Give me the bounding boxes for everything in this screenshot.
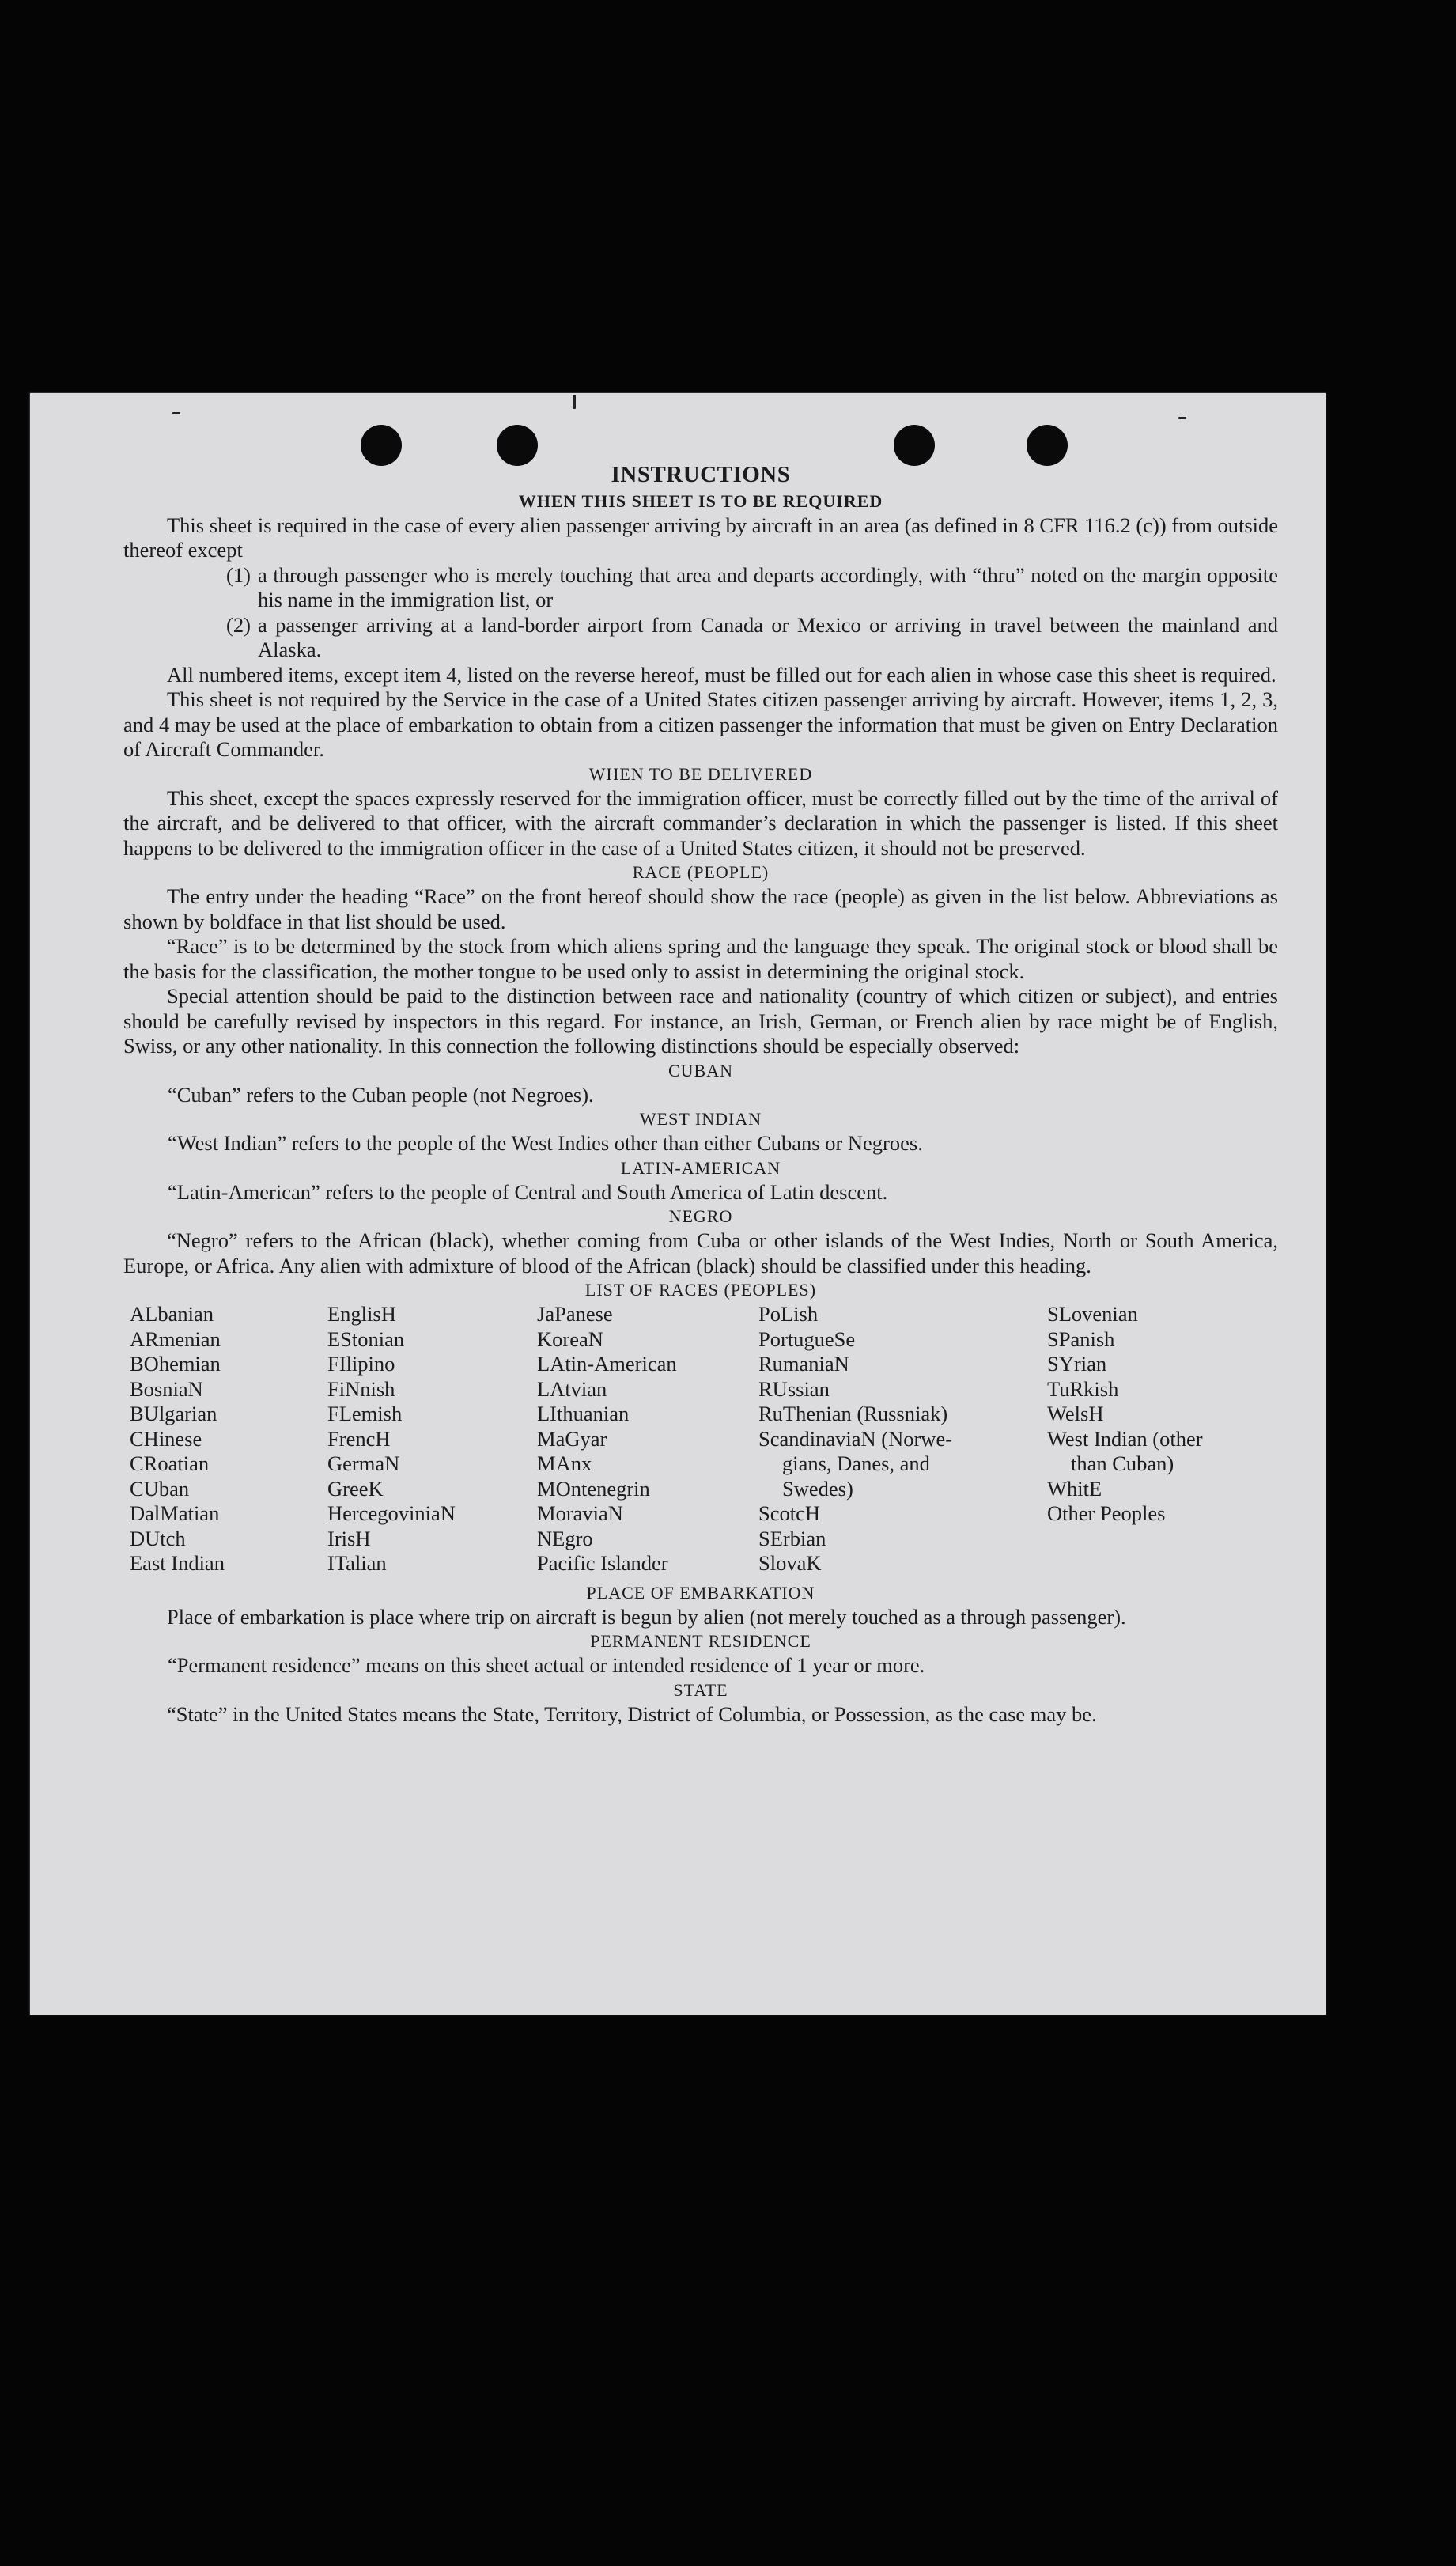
paragraph-negro: “Negro” refers to the African (black), whether coming from Cuba or other islands of the West Indies, North or South America, Europe, or Africa. Any alien with admixture of blood of the African (black) should be classified under this heading.: [123, 1228, 1278, 1277]
paragraph-delivery: This sheet, except the spaces expressly reserved for the immigration officer, must be correctly filled out by the time of the arrival of the aircraft, and be delivered to that officer, with the aircraft commander’s declaration in which the passenger is listed. If this sheet happens to be delivered to the immigration officer in the case of a United States citizen, it should not be preserved.: [123, 785, 1278, 860]
race-entry: CRoatian: [130, 1451, 210, 1475]
race-entry: LAtvian: [537, 1376, 607, 1401]
race-entry: GermaN: [327, 1451, 400, 1475]
race-entry: East Indian: [130, 1551, 225, 1575]
section-heading-when-delivered: WHEN TO BE DELIVERED: [588, 763, 813, 784]
section-heading-latin-american: LATIN-AMERICAN: [620, 1157, 781, 1178]
paragraph-latin-american: “Latin-American” refers to the people of Central and South America of Latin descent.: [168, 1179, 888, 1204]
race-entry: RumaniaN: [758, 1352, 849, 1376]
list-item-number: (1): [226, 562, 251, 587]
race-entry: CHinese: [130, 1426, 202, 1451]
section-heading-embarkation: PLACE OF EMBARKATION: [586, 1582, 815, 1603]
race-entry: Swedes): [782, 1476, 853, 1501]
race-entry: MaGyar: [537, 1426, 607, 1451]
race-entry: MAnx: [537, 1451, 592, 1475]
race-entry: FiNnish: [327, 1376, 395, 1401]
section-heading-when-required: WHEN THIS SHEET IS TO BE REQUIRED: [518, 490, 883, 511]
section-heading-race: RACE (PEOPLE): [632, 862, 770, 882]
race-entry: FLemish: [327, 1402, 403, 1425]
race-entry: ScotcH: [758, 1501, 821, 1525]
race-entry: GreeK: [327, 1476, 384, 1501]
race-entry: PortugueSe: [758, 1327, 856, 1351]
race-entry: CUban: [130, 1476, 190, 1501]
race-entry: LIthuanian: [537, 1402, 630, 1425]
race-entry: NEgro: [537, 1526, 593, 1550]
paragraph-citizen: This sheet is not required by the Service in the case of a United States citizen passenger arriving by aircraft. However, items 1, 2, 3, and 4 may be used at the place of embarkation to obtain from a citizen passenger the information that must be given on Entry Declaration of Aircraft Commander.: [123, 687, 1278, 761]
scan-mark: [573, 395, 576, 409]
race-entry: WelsH: [1047, 1402, 1104, 1425]
document-sheet: [30, 393, 1326, 2015]
races-column-3: [537, 1302, 758, 1576]
race-entry: DalMatian: [130, 1501, 220, 1525]
race-entry: ALbanian: [130, 1302, 214, 1326]
race-entry: IrisH: [327, 1526, 371, 1550]
race-entry: RUssian: [758, 1376, 830, 1401]
paragraph-cuban: “Cuban” refers to the Cuban people (not Negroes).: [168, 1082, 594, 1107]
race-entry: SPanish: [1047, 1327, 1115, 1351]
race-entry: BOhemian: [130, 1352, 221, 1376]
list-item-text: a through passenger who is merely touching that area and departs accordingly, with “thru” noted on the margin opposite his name in the immigration list, or: [258, 562, 1278, 611]
punch-hole: [361, 425, 402, 466]
race-entry: MOntenegrin: [537, 1476, 650, 1501]
punch-hole: [1027, 425, 1068, 466]
race-entry: HercegoviniaN: [327, 1501, 456, 1525]
list-item-text: a passenger arriving at a land-border airport from Canada or Mexico or arriving in travel between the mainland and Alaska.: [258, 612, 1278, 661]
race-entry: TuRkish: [1047, 1376, 1119, 1401]
race-entry: West Indian (other: [1047, 1426, 1203, 1451]
section-heading-state: STATE: [673, 1679, 728, 1700]
race-entry: RuThenian (Russniak): [758, 1402, 948, 1425]
paragraph-embarkation: Place of embarkation is place where trip on aircraft is begun by alien (not merely touched as a through passenger).: [167, 1604, 1126, 1629]
list-item-number: (2): [226, 612, 251, 637]
paragraph-west-indian: “West Indian” refers to the people of the West Indies other than either Cubans or Negroes.: [168, 1131, 923, 1155]
race-entry: SYrian: [1047, 1352, 1107, 1376]
race-entry: ScandinaviaN (Norwe-: [758, 1426, 953, 1451]
races-list: [130, 1302, 1278, 1576]
section-heading-list-of-races: LIST OF RACES (PEOPLES): [584, 1280, 817, 1300]
list-item: [123, 563, 1278, 613]
race-entry: FIlipino: [327, 1352, 395, 1376]
instructions-body: [123, 463, 1278, 1727]
race-entry: ITalian: [327, 1551, 387, 1575]
race-entry: gians, Danes, and: [782, 1451, 930, 1475]
paragraph-state: “State” in the United States means the State, Territory, District of Columbia, or Possession, as the case may be.: [167, 1701, 1097, 1726]
races-column-5: [1047, 1302, 1253, 1576]
paragraph-residence: “Permanent residence” means on this sheet actual or intended residence of 1 year or more.: [168, 1653, 925, 1677]
scan-mark: [172, 412, 180, 414]
race-entry: SlovaK: [758, 1551, 822, 1575]
paragraph-race-2: “Race” is to be determined by the stock from which aliens spring and the language they speak. The original stock or blood shall be the basis for the classification, the mother tongue to be used only to assist in determining the original stock.: [123, 934, 1278, 983]
punch-hole: [894, 425, 935, 466]
race-entry: BUlgarian: [130, 1402, 217, 1425]
race-entry: LAtin-American: [537, 1352, 677, 1376]
race-entry: EnglisH: [327, 1302, 396, 1326]
page-title: INSTRUCTIONS: [611, 462, 791, 487]
scan-mark: [1178, 417, 1186, 419]
section-heading-west-indian: WEST INDIAN: [639, 1109, 762, 1129]
race-entry: Pacific Islander: [537, 1551, 668, 1575]
races-column-4: [758, 1302, 1047, 1576]
paragraph-race-1: The entry under the heading “Race” on the front hereof should show the race (people) as given in the list below. Abbreviations as shown by boldface in that list should be used.: [123, 884, 1278, 933]
paragraph-race-3: Special attention should be paid to the distinction between race and nationality (country of which citizen or subject), and entries should be carefully revised by inspectors in this regard. For instance, an Irish, German, or French alien by race might be of English, Swiss, or any other nationality. In this connection the following distinctions should be especially observed:: [123, 984, 1278, 1058]
race-entry: Other Peoples: [1047, 1501, 1166, 1525]
race-entry: KoreaN: [537, 1327, 603, 1351]
section-heading-cuban: CUBAN: [667, 1060, 733, 1081]
races-column-2: [327, 1302, 537, 1576]
races-column-1: [130, 1302, 327, 1576]
section-heading-negro: NEGRO: [668, 1206, 733, 1226]
race-entry: EStonian: [327, 1327, 405, 1351]
race-entry: BosniaN: [130, 1376, 203, 1401]
race-entry: MoraviaN: [537, 1501, 623, 1525]
race-entry: FrencH: [327, 1426, 391, 1451]
paragraph-numbered-items: All numbered items, except item 4, listed on the reverse hereof, must be filled out for each alien in whose case this sheet is required.: [167, 662, 1276, 687]
list-item: [123, 613, 1278, 663]
race-entry: DUtch: [130, 1526, 186, 1550]
section-heading-residence: PERMANENT RESIDENCE: [590, 1631, 811, 1651]
race-entry: SErbian: [758, 1526, 826, 1550]
punch-hole: [497, 425, 538, 466]
race-entry: than Cuban): [1071, 1451, 1174, 1475]
race-entry: ARmenian: [130, 1327, 221, 1351]
race-entry: SLovenian: [1047, 1302, 1138, 1326]
paragraph-required-intro: This sheet is required in the case of every alien passenger arriving by aircraft in an area (as defined in 8 CFR 116.2 (c)) from outside thereof except: [123, 513, 1278, 562]
race-entry: PoLish: [758, 1302, 819, 1326]
race-entry: WhitE: [1047, 1476, 1102, 1501]
race-entry: JaPanese: [537, 1302, 613, 1326]
